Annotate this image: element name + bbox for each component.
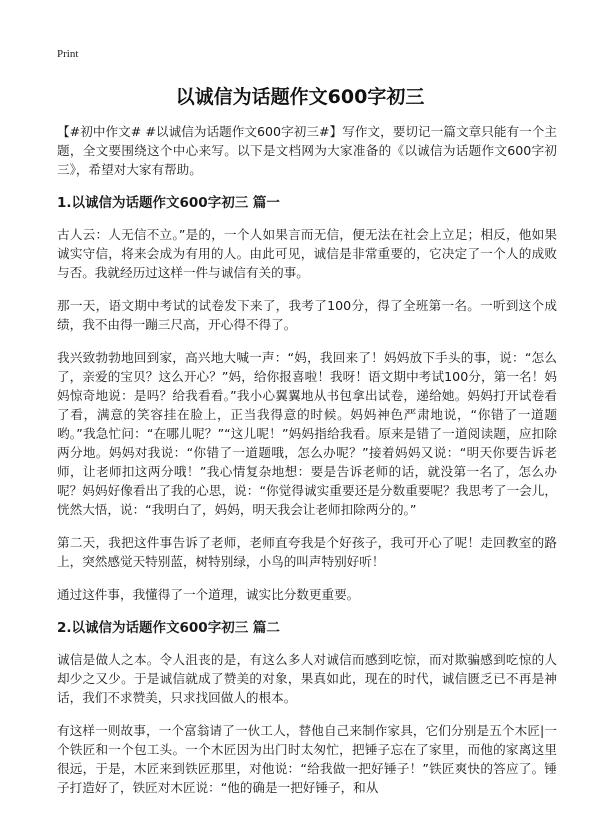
print-link[interactable]: Print xyxy=(57,48,79,60)
intro-paragraph: 【#初中作文# #以诚信为话题作文600字初三#】写作文，要切记一篇文章只能有一个主题，全文要围绕这个中心来写。以下是文档网为大家准备的《以诚信为话题作文600字初三》，希望对大家有帮助。 xyxy=(57,124,557,177)
section-heading: 2.以诚信为话题作文600字初三 篇二 xyxy=(57,620,280,636)
page-title: 以诚信为话题作文600字初三 xyxy=(175,86,425,108)
article-body xyxy=(57,122,557,811)
paragraph: 通过这件事，我懂得了一个道理，诚实比分数更重要。 xyxy=(57,587,360,602)
section-heading: 1.以诚信为话题作文600字初三 篇一 xyxy=(57,195,280,211)
paragraph: 古人云：人无信不立。”是的，一个人如果言而无信，便无法在社会上立足；相反，他如果诚实守信，将来会成为有用的人。由此可见，诚信是非常重要的，它决定了一个人的成败与否。我就经历过这样一件与诚信有关的事。 xyxy=(57,227,557,280)
paragraph: 我兴致勃勃地回到家，高兴地大喊一声：“妈，我回来了！妈妈放下手头的事，说：“怎么了，亲爱的宝贝？这么开心？”妈，给你报喜啦！我呀！语文期中考试100分，第一名！妈妈惊奇地说：是吗？给我看看。”我小心翼翼地从书包拿出试卷，递给她。妈妈打开试卷看了看，满意的笑容挂在脸上，正当我得意的时候。妈妈神色严肃地说，“你错了一道题哟。”我急忙问：“在哪儿呢？”“这儿呢！”妈妈指给我看。原来是错了一道阅读题，应扣除两分地。妈妈对我说：“你错了一道题哦，怎么办呢？”接着妈妈又说：“明天你要告诉老师，让老师扣这两分哦！”我心情复杂地想：要是告诉老师的话，就没第一名了，怎么办呢？妈妈好像看出了我的心思，说：“你觉得诚实重要还是分数重要呢？我思考了一会儿，恍然大悟，说：“我明白了，妈妈，明天我会让老师扣除两分的。” xyxy=(57,350,557,517)
paragraph: 第二天，我把这件事告诉了老师，老师直夸我是个好孩子，我可开心了呢！走回教室的路上，突然感觉天特别蓝，树特别绿，小鸟的叫声特别好听！ xyxy=(57,535,557,569)
paragraph: 有这样一则故事，一个富翁请了一伙工人，替他自己来制作家具，它们分别是五个木匠|一个铁匠和一个包工头。一个木匠因为出门时太匆忙，把锤子忘在了家里，而他的家离这里很远，于是，木匠来到铁匠那里，对他说：“给我做一把好锤子！”铁匠爽快的答应了。锤子打造好了，铁匠对木匠说：“他的确是一把好锤子，和从 xyxy=(57,723,557,795)
paragraph: 诚信是做人之本。令人沮丧的是，有这么多人对诚信而感到吃惊，而对欺骗感到吃惊的人却少之又少。于是诚信就成了赞美的对象，果真如此，现在的时代，诚信匮乏已不再是神话，我们不求赞美，只求找回做人的根本。 xyxy=(57,652,557,705)
paragraph: 那一天，语文期中考试的试卷发下来了，我考了100分，得了全班第一名。一听到这个成绩，我不由得一蹦三尺高，开心得不得了。 xyxy=(57,298,557,332)
